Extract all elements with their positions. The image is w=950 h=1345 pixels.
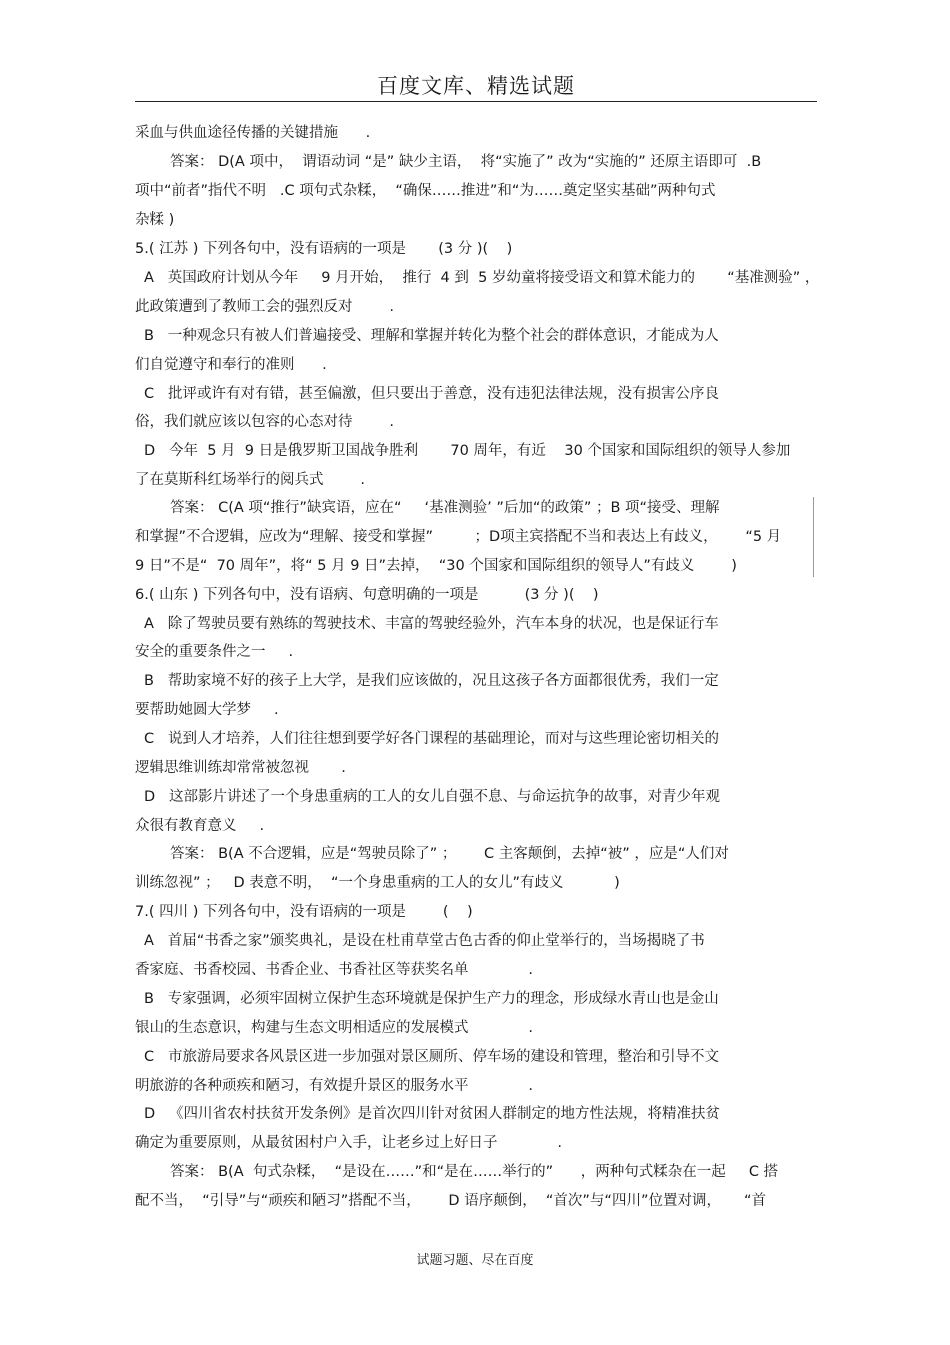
text-line: 9 日”不是“ 70 周年”，将“ 5 月 9 日”去掉， “30 个国家和国际组织的领导人”有歧义 ) [135, 558, 737, 574]
text-line: 训练忽视” ； D 表意不明， “一个身患重病的工人的女儿”有歧义 ) [135, 875, 620, 891]
option-line: D 《四川省农村扶贫开发条例》是首次四川针对贫困人群制定的地方性法规，将精准扶贫 [144, 1106, 720, 1122]
answer-line: 答案： B(A 不合逻辑，应是“驾驶员除了” ； C 主客颠倒，去掉“被” ，应是“人们对 [170, 846, 729, 862]
option-line: D 这部影片讲述了一个身患重病的工人的女儿自强不息、与命运抗争的故事，对青少年观 [144, 789, 720, 805]
text-line: 众很有教育意义 . [135, 818, 265, 834]
question-line: 5.( 江苏 ) 下列各句中，没有语病的一项是 (3 分 )( ) [135, 241, 513, 257]
text-line: 明旅游的各种顽疾和陋习，有效提升景区的服务水平 . [135, 1078, 534, 1094]
option-line: A 英国政府计划从今年 9 月开始， 推行 4 到 5 岁幼童将接受语文和算术能力的 “基准测验” ， [144, 270, 820, 286]
header-rule [135, 101, 817, 102]
option-line: A 除了驾驶员要有熟练的驾驶技术、丰富的驾驶经验外，汽车本身的状况，也是保证行车 [144, 616, 719, 632]
text-line: 此政策遭到了教师工会的强烈反对 . [135, 299, 394, 315]
text-line: 确定为重要原则，从最贫困村户入手，让老乡过上好日子 . [135, 1135, 563, 1151]
question-line: 7.( 四川 ) 下列各句中，没有语病的一项是 ( ) [135, 904, 473, 920]
text-line: 了在莫斯科红场举行的阅兵式 . [135, 472, 365, 488]
text-line: 项中“前者”指代不明 .C 项句式杂糅， “确保……推进”和“为……奠定坚实基础”两种句式 [135, 183, 716, 199]
text-line: 安全的重要条件之一 . [135, 644, 294, 660]
option-line: D 今年 5 月 9 日是俄罗斯卫国战争胜利 70 周年，有近 30 个国家和国际组织的领导人参加 [144, 443, 791, 459]
option-line: C 市旅游局要求各风景区进一步加强对景区厕所、停车场的建设和管理，整治和引导不文 [144, 1049, 719, 1065]
text-line: 们自觉遵守和奉行的准则 . [135, 357, 327, 373]
text-line: 和掌握”不合逻辑，应改为“理解、接受和掌握” ；D项主宾搭配不当和表达上有歧义， “5 月 [135, 529, 782, 545]
margin-mark [813, 497, 814, 577]
text-line: 逻辑思维训练却常常被忽视 . [135, 760, 346, 776]
page-footer: 试题习题、尽在百度 [416, 1253, 534, 1268]
question-line: 6.( 山东 ) 下列各句中，没有语病、句意明确的一项是 (3 分 )( ) [135, 587, 599, 603]
text-line: 银山的生态意识，构建与生态文明相适应的发展模式 . [135, 1020, 534, 1036]
option-line: A 首届“书香之家”颁奖典礼，是设在杜甫草堂古色古香的仰止堂举行的，当场揭晓了书 [144, 933, 705, 949]
option-line: C 批评或许有对有错，甚至偏激，但只要出于善意，没有违犯法律法规，没有损害公序良 [144, 386, 719, 402]
text-line: 采血与供血途径传播的关键措施 . [135, 125, 371, 141]
option-line: B 帮助家境不好的孩子上大学，是我们应该做的，况且这孩子各方面都很优秀，我们一定 [144, 673, 719, 689]
answer-line: 答案： C(A 项“推行”缺宾语，应在“ ‘基准测验’ ”后加“的政策” ；B 项“接受、理解 [170, 500, 720, 516]
answer-line: 答案： B(A 句式杂糅， “是设在……”和“是在……举行的” ，两种句式糅杂在一起 C 搭 [170, 1164, 779, 1180]
option-line: C 说到人才培养，人们往往想到要学好各门课程的基础理论，而对与这些理论密切相关的 [144, 731, 719, 747]
text-line: 配不当， “引导”与“顽疾和陋习”搭配不当， D 语序颠倒， “首次”与“四川”位置对调， “首 [135, 1193, 767, 1209]
text-line: 杂糅 ) [135, 212, 175, 228]
text-line: 俗，我们就应该以包容的心态对待 . [135, 414, 394, 430]
text-line: 要帮助她圆大学梦 . [135, 702, 279, 718]
option-line: B 一种观念只有被人们普遍接受、理解和掌握并转化为整个社会的群体意识，才能成为人 [144, 328, 719, 344]
answer-line: 答案： D(A 项中， 谓语动词 “是” 缺少主语， 将“实施了” 改为“实施的” 还原主语即可 .B [170, 154, 762, 170]
option-line: B 专家强调，必须牢固树立保护生态环境就是保护生产力的理念，形成绿水青山也是金山 [144, 991, 719, 1007]
page-header-title: 百度文库、精选试题 [377, 74, 575, 98]
text-line: 香家庭、书香校园、书香企业、书香社区等获奖名单 . [135, 962, 534, 978]
